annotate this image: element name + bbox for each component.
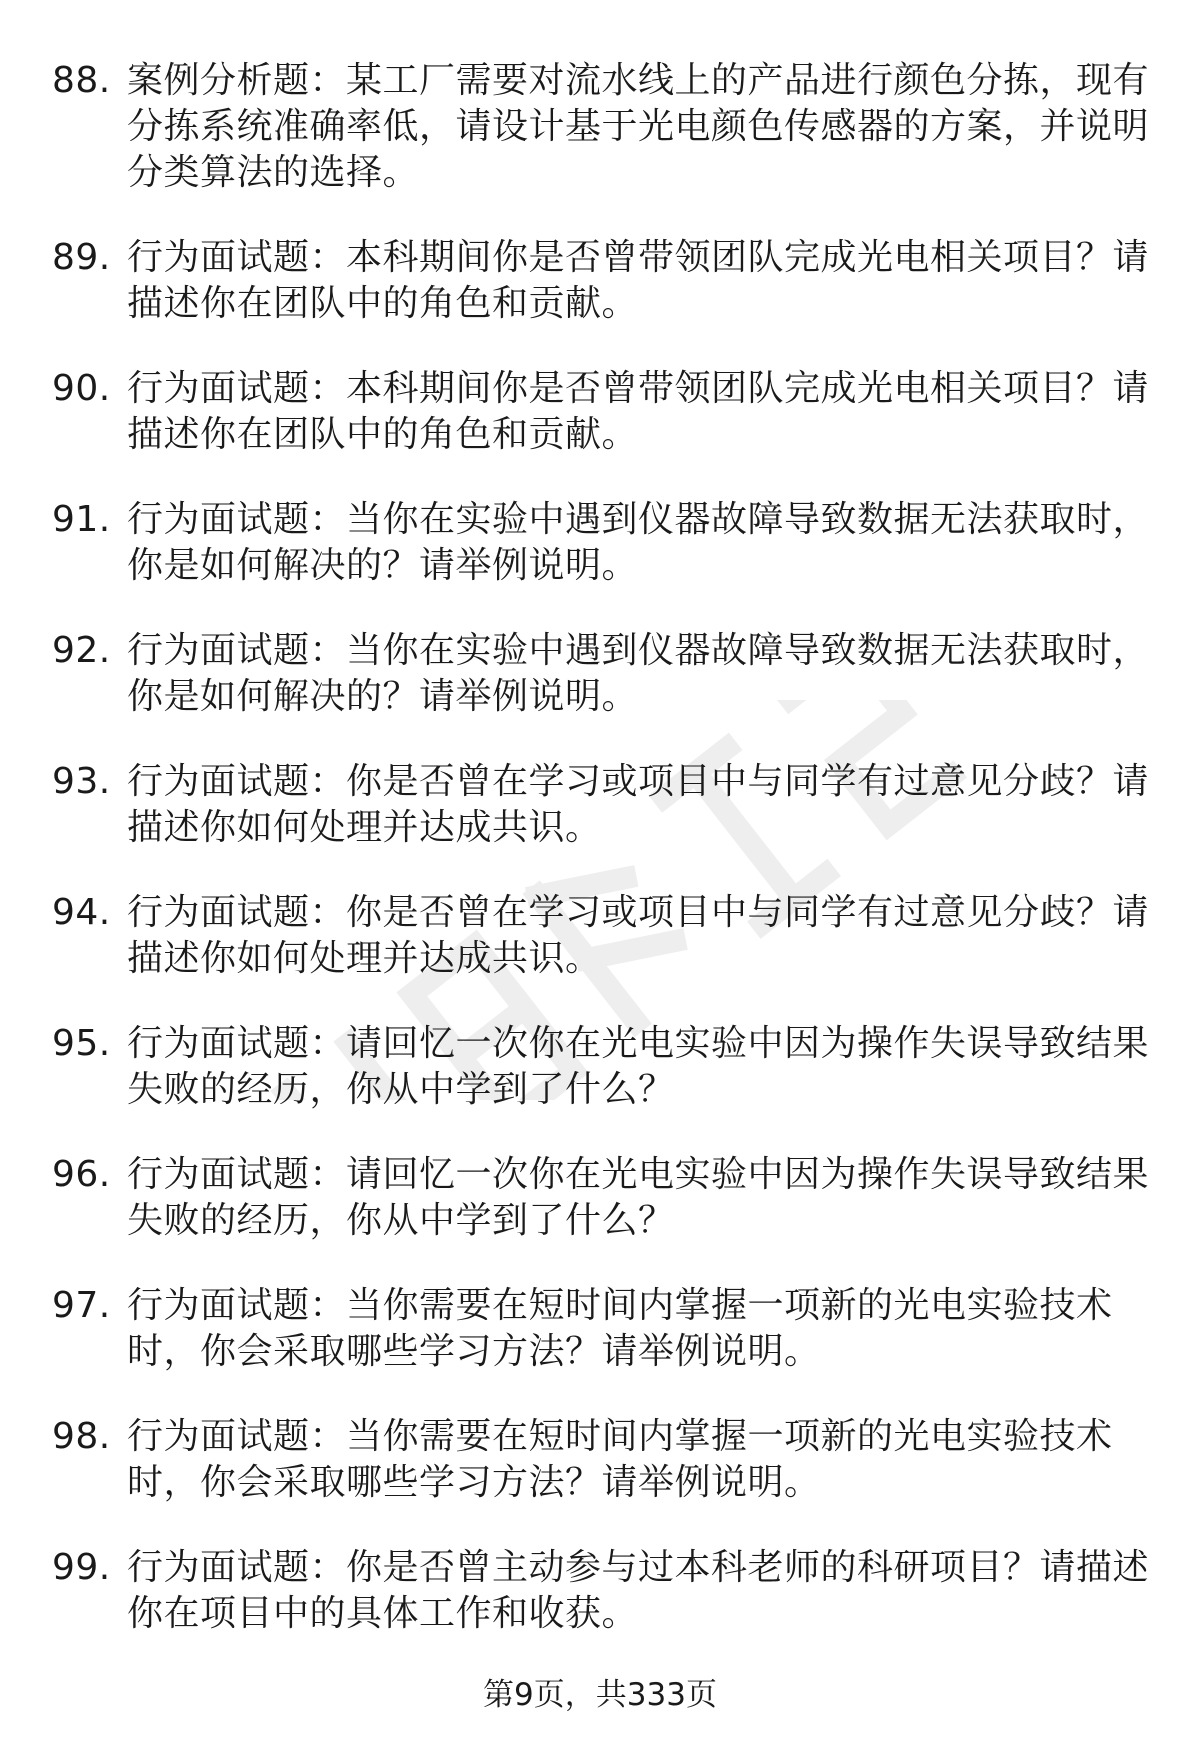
question-item	[52, 497, 1152, 628]
question-item	[52, 1545, 1152, 1676]
question-text: 行为面试题：当你需要在短时间内掌握一项新的光电实验技术时，你会采取哪些学习方法？请举例说明。	[127, 1285, 1113, 1372]
question-number: 88.	[52, 60, 111, 101]
question-text: 行为面试题：你是否曾在学习或项目中与同学有过意见分歧？请描述你如何处理并达成共识。	[127, 761, 1150, 848]
question-number: 92.	[52, 630, 111, 671]
question-item	[52, 759, 1152, 890]
question-number: 89.	[52, 237, 111, 278]
question-item	[52, 628, 1152, 759]
question-text: 行为面试题：你是否曾主动参与过本科老师的科研项目？请描述你在项目中的具体工作和收获。	[127, 1547, 1150, 1634]
question-text: 行为面试题：当你需要在短时间内掌握一项新的光电实验技术时，你会采取哪些学习方法？请举例说明。	[127, 1416, 1113, 1503]
question-item	[52, 1021, 1152, 1152]
question-number: 93.	[52, 761, 111, 802]
question-number: 90.	[52, 368, 111, 409]
question-text: 行为面试题：本科期间你是否曾带领团队完成光电相关项目？请描述你在团队中的角色和贡献。	[127, 368, 1150, 455]
question-number: 95.	[52, 1023, 111, 1064]
question-text: 案例分析题：某工厂需要对流水线上的产品进行颜色分拣，现有分拣系统准确率低，请设计基于光电颜色传感器的方案，并说明分类算法的选择。	[127, 60, 1150, 193]
question-number: 91.	[52, 499, 111, 540]
question-item	[52, 1414, 1152, 1545]
question-item	[52, 1152, 1152, 1283]
question-number: 98.	[52, 1416, 111, 1457]
question-number: 97.	[52, 1285, 111, 1326]
question-text: 行为面试题：当你在实验中遇到仪器故障导致数据无法获取时，你是如何解决的？请举例说明。	[127, 499, 1150, 586]
question-list	[52, 58, 1152, 1676]
question-item	[52, 235, 1152, 366]
question-text: 行为面试题：你是否曾在学习或项目中与同学有过意见分歧？请描述你如何处理并达成共识。	[127, 892, 1150, 979]
question-text: 行为面试题：请回忆一次你在光电实验中因为操作失误导致结果失败的经历，你从中学到了什么？	[127, 1023, 1150, 1110]
question-item	[52, 58, 1152, 235]
question-number: 99.	[52, 1547, 111, 1588]
question-text: 行为面试题：本科期间你是否曾带领团队完成光电相关项目？请描述你在团队中的角色和贡献。	[127, 237, 1150, 324]
question-text: 行为面试题：请回忆一次你在光电实验中因为操作失误导致结果失败的经历，你从中学到了什么？	[127, 1154, 1150, 1241]
question-number: 96.	[52, 1154, 111, 1195]
page-indicator: 第9页，共333页	[483, 1677, 717, 1713]
question-item	[52, 366, 1152, 497]
question-number: 94.	[52, 892, 111, 933]
question-item	[52, 890, 1152, 1021]
question-item	[52, 1283, 1152, 1414]
question-text: 行为面试题：当你在实验中遇到仪器故障导致数据无法获取时，你是如何解决的？请举例说明。	[127, 630, 1150, 717]
